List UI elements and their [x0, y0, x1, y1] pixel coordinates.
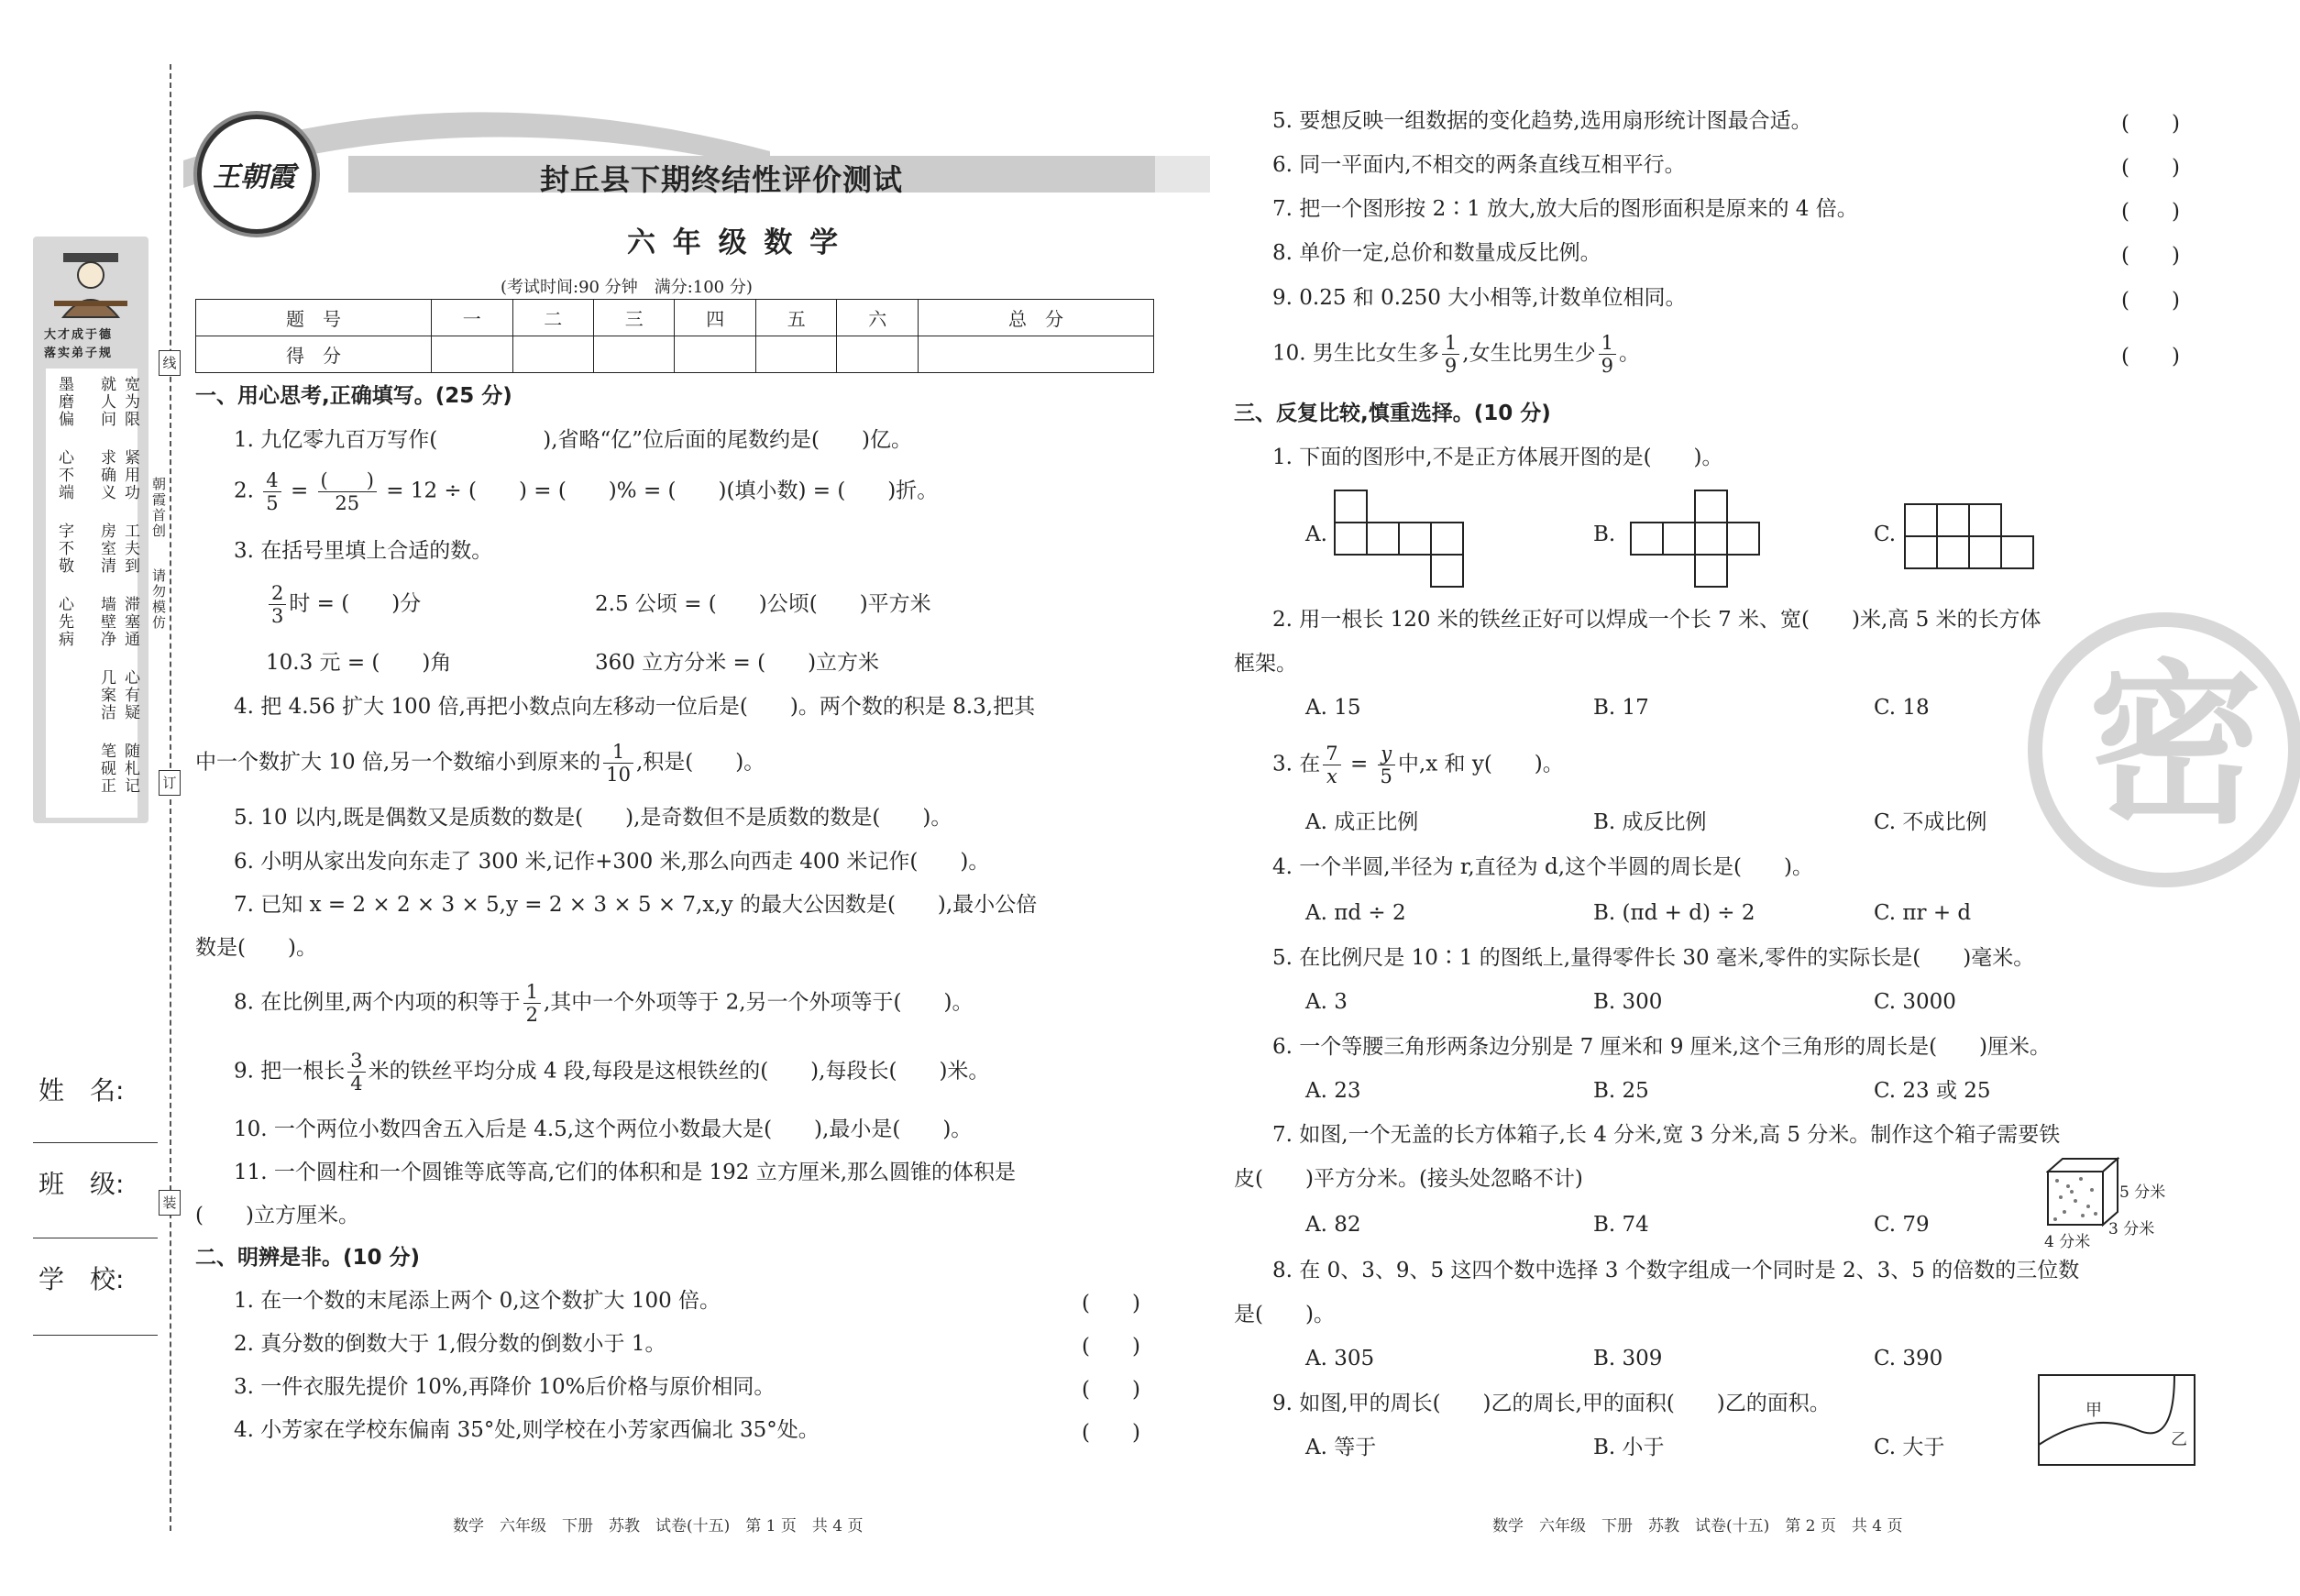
s3-q7-line2: 皮( )平方分米。(接头处忽略不计): [1234, 1167, 1583, 1191]
seal-box-2: 订: [159, 770, 181, 796]
s3-q2-line2: 框架。: [1234, 652, 1297, 676]
score-header-total: 总 分: [918, 300, 1153, 336]
poem-col-13: 墨磨偏: [55, 376, 73, 428]
footer-left: 数学 六年级 下册 苏教 试卷(十五) 第 1 页 共 4 页: [453, 1517, 864, 1535]
poem-col-5: 心有疑: [121, 669, 139, 721]
region-yi-label: 乙: [2171, 1430, 2187, 1449]
s3-q3: 3. 在 $\frac{7}{x}$ = $\frac{y}{5}$ 中,x 和 y( )。: [1272, 743, 1564, 787]
s1-q2: 2. $\frac{4}{5}$ = $\frac{( )}{25}$ = 12 ÷ ( ) = ( )% = ( )(填小数) = ( )折。: [234, 469, 939, 514]
score-row-label: 得 分: [196, 336, 432, 373]
s3-q2-line1: 2. 用一根长 120 米的铁丝正好可以焊成一个长 7 米、宽( )米,高 5 米的长方体: [1272, 608, 2041, 632]
poem-col-4: 滞塞通: [121, 596, 139, 648]
name-field[interactable]: [33, 1142, 158, 1143]
s2-item-5: 5. 要想反映一组数据的变化趋势,选用扇形统计图最合适。: [1272, 109, 1812, 133]
poem-col-7: 就人问: [97, 376, 116, 428]
footer-right: 数学 六年级 下册 苏教 试卷(十五) 第 2 页 共 4 页: [1492, 1517, 1903, 1535]
score-header-3: 三: [594, 300, 675, 336]
exam-subtitle: 六 年 级 数 学: [627, 226, 842, 259]
s3-q2-opt-b[interactable]: B. 17: [1593, 696, 1649, 720]
cube-net-b: [1629, 489, 1776, 589]
s1-q3-a: $\frac{2}{3}$ 时 = ( )分: [266, 582, 421, 627]
section3-heading: 三、反复比较,慎重选择。(10 分): [1234, 402, 1551, 425]
s2-item-6: 6. 同一平面内,不相交的两条直线互相平行。: [1272, 153, 1686, 177]
s3-q4: 4. 一个半圆,半径为 r,直径为 d,这个半圆的周长是( )。: [1272, 855, 1813, 879]
s3-q3-opt-b[interactable]: B. 成反比例: [1593, 810, 1707, 834]
s2-item-3: 3. 一件衣服先提价 10%,再降价 10%后价格与原价相同。: [234, 1375, 776, 1399]
score-cell-5[interactable]: [755, 336, 836, 373]
school-label: 学 校:: [39, 1264, 125, 1294]
cube-net-c: [1903, 502, 2041, 576]
brand-vertical-1: 朝霞首创: [150, 477, 167, 539]
s1-q8-frac: $\frac{1}{2}$: [523, 981, 541, 1026]
score-cell-1[interactable]: [432, 336, 512, 373]
exam-title: 封丘县下期终结性评价测试: [540, 162, 904, 197]
s1-q4-line1: 4. 把 4.56 扩大 100 倍,再把小数点向左移动一位后是( )。两个数的积是 8.3,把其: [234, 695, 1036, 719]
score-header-6: 六: [837, 300, 918, 336]
s3-q1-opt-a[interactable]: A.: [1305, 523, 1327, 546]
s1-q5: 5. 10 以内,既是偶数又是质数的数是( ),是奇数但不是质数的数是( )。: [234, 806, 952, 830]
s2-item-7: 7. 把一个图形按 2∶1 放大,放大后的图形面积是原来的 4 倍。: [1272, 197, 1858, 221]
s2-answer-1[interactable]: ( ): [1082, 1292, 1140, 1315]
score-cell-3[interactable]: [594, 336, 675, 373]
poem-col-14: 心不端: [55, 449, 73, 501]
s2-item-4: 4. 小芳家在学校东偏南 35°处,则学校在小芳家西偏北 35°处。: [234, 1418, 820, 1442]
logo-text: 王朝霞: [213, 161, 295, 193]
s1-q9: 9. 把一根长 $\frac{3}{4}$ 米的铁丝平均分成 4 段,每段是这根铁丝的( ),每段长( )米。: [234, 1050, 990, 1095]
s3-q8-line2: 是( )。: [1234, 1303, 1335, 1326]
s3-q8-opt-c[interactable]: C. 390: [1874, 1347, 1943, 1370]
score-header-4: 四: [675, 300, 755, 336]
section1-heading: 一、用心思考,正确填写。(25 分): [195, 384, 512, 408]
s1-q8: 8. 在比例里,两个内项的积等于 $\frac{1}{2}$ ,其中一个外项等于 2,另一个外项等于( )。: [234, 981, 974, 1026]
s3-q9: 9. 如图,甲的周长( )乙的周长,甲的面积( )乙的面积。: [1272, 1392, 1831, 1415]
box-width-label: 3 分米: [2108, 1220, 2155, 1238]
s3-q6-opt-c[interactable]: C. 23 或 25: [1874, 1079, 1991, 1103]
s3-q3-frac2: $\frac{y}{5}$: [1378, 743, 1395, 787]
score-header-2: 二: [512, 300, 593, 336]
s3-q8-opt-a[interactable]: A. 305: [1305, 1347, 1375, 1370]
box-height-label: 5 分米: [2119, 1183, 2166, 1202]
s3-q2-opt-a[interactable]: A. 15: [1305, 696, 1361, 720]
s2-item-1: 1. 在一个数的末尾添上两个 0,这个数扩大 100 倍。: [234, 1289, 721, 1313]
s1-q11-line1: 11. 一个圆柱和一个圆锥等底等高,它们的体积和是 192 立方厘米,那么圆锥的体积是: [234, 1161, 1017, 1184]
seal-box-3: 装: [159, 1190, 181, 1216]
poem-col-16: 心先病: [55, 596, 73, 648]
s2-item-2: 2. 真分数的倒数大于 1,假分数的倒数小于 1。: [234, 1332, 666, 1356]
s3-q6: 6. 一个等腰三角形两条边分别是 7 厘米和 9 厘米,这个三角形的周长是( )厘米。: [1272, 1035, 2052, 1059]
exam-info: (考试时间:90 分钟 满分:100 分): [501, 278, 753, 297]
s3-q9-opt-c[interactable]: C. 大于: [1874, 1436, 1945, 1459]
cube-net-a: [1333, 489, 1480, 589]
class-label: 班 级:: [39, 1169, 125, 1199]
s1-q2-number: 2.: [234, 479, 254, 503]
score-cell-2[interactable]: [512, 336, 593, 373]
s3-q7-line1: 7. 如图,一个无盖的长方体箱子,长 4 分米,宽 3 分米,高 5 分米。制作这个箱子需要铁: [1272, 1123, 2061, 1147]
s3-q9-opt-b[interactable]: B. 小于: [1593, 1436, 1665, 1459]
poem-col-9: 房室清: [97, 523, 116, 575]
poem-col-11: 几案洁: [97, 669, 116, 721]
poem-col-3: 工夫到: [121, 523, 139, 575]
s2-answer-10[interactable]: ( ): [2121, 345, 2180, 369]
s1-q2-rest: = 12 ÷ ( ) = ( )% = ( )(填小数) = ( )折。: [386, 479, 939, 503]
s1-q11-line2: ( )立方厘米。: [195, 1204, 359, 1227]
s2-answer-2[interactable]: ( ): [1082, 1335, 1140, 1359]
s2-q10-frac1: $\frac{1}{9}$: [1442, 332, 1459, 377]
s3-q8-line1: 8. 在 0、3、9、5 这四个数中选择 3 个数字组成一个同时是 2、3、5 的倍数的三位数: [1272, 1259, 2080, 1282]
s1-q2-frac2: $\frac{( )}{25}$: [318, 469, 377, 514]
poem-col-15: 字不敬: [55, 523, 73, 575]
s3-q5-opt-a[interactable]: A. 3: [1305, 990, 1348, 1014]
s1-q3: 3. 在括号里填上合适的数。: [234, 539, 493, 563]
s3-q3-opt-a[interactable]: A. 成正比例: [1305, 810, 1419, 834]
brand-vertical-2: 请勿模仿: [150, 568, 167, 631]
motto-line-2: 落实弟子规: [44, 347, 114, 360]
secret-stamp-char: 密: [2088, 644, 2263, 847]
s3-q7-opt-b[interactable]: B. 74: [1593, 1213, 1649, 1237]
box-length-label: 4 分米: [2044, 1233, 2091, 1251]
s3-q4-opt-c[interactable]: C. πr + d: [1874, 901, 1972, 925]
score-header-5: 五: [755, 300, 836, 336]
s3-q4-opt-a[interactable]: A. πd ÷ 2: [1305, 901, 1406, 925]
s1-q3-d: 360 立方分米 = ( )立方米: [595, 651, 880, 675]
poem-col-10: 墙壁净: [97, 596, 116, 648]
seal-box-1: 线: [159, 350, 181, 376]
s3-q1-opt-b[interactable]: B.: [1593, 523, 1616, 546]
poem-col-8: 求确义: [97, 449, 116, 501]
s3-q9-opt-a[interactable]: A. 等于: [1305, 1436, 1377, 1459]
s3-q4-opt-b[interactable]: B. (πd + d) ÷ 2: [1593, 901, 1755, 925]
motto-line-1: 大才成于德: [44, 328, 114, 342]
s3-q8-opt-b[interactable]: B. 309: [1593, 1347, 1663, 1370]
poem-col-12: 笔砚正: [97, 743, 116, 795]
s3-q6-opt-a[interactable]: A. 23: [1305, 1079, 1361, 1103]
score-table: [195, 299, 1154, 373]
s3-q7-opt-c[interactable]: C. 79: [1874, 1213, 1930, 1237]
s3-q5-opt-b[interactable]: B. 300: [1593, 990, 1663, 1014]
s3-q1: 1. 下面的图形中,不是正方体展开图的是( )。: [1272, 446, 1723, 469]
s3-q5: 5. 在比例尺是 10∶1 的图纸上,量得零件长 30 毫米,零件的实际长是( )毫米。: [1272, 946, 2035, 970]
s3-q7-opt-a[interactable]: A. 82: [1305, 1213, 1361, 1237]
score-header-label: 题 号: [196, 300, 432, 336]
s2-answer-8[interactable]: ( ): [2121, 244, 2180, 268]
s3-q6-opt-b[interactable]: B. 25: [1593, 1079, 1649, 1103]
region-figure: [2037, 1373, 2198, 1469]
s2-q10-frac2: $\frac{1}{9}$: [1599, 332, 1616, 377]
s2-answer-7[interactable]: ( ): [2121, 200, 2180, 224]
s2-item-8: 8. 单价一定,总价和数量成反比例。: [1272, 241, 1601, 265]
s1-q1: 1. 九亿零九百万写作( ),省略“亿”位后面的尾数约是( )亿。: [234, 428, 912, 452]
s3-q3-frac1: $\frac{7}{x}$: [1323, 743, 1340, 787]
region-jia-label: 甲: [2085, 1401, 2102, 1420]
section2-heading: 二、明辨是非。(10 分): [195, 1246, 421, 1270]
score-cell-total[interactable]: [918, 336, 1153, 373]
s3-q1-opt-c[interactable]: C.: [1874, 523, 1897, 546]
score-cell-6[interactable]: [837, 336, 918, 373]
sidebar-motto-panel: [33, 237, 149, 823]
s2-answer-4[interactable]: ( ): [1082, 1421, 1140, 1445]
binding-dashed-line: [170, 64, 171, 1531]
poem-col-6: 随札记: [121, 743, 139, 795]
s1-q6: 6. 小明从家出发向东走了 300 米,记作+300 米,那么向西走 400 米记作( )。: [234, 850, 990, 874]
s3-q2-opt-c[interactable]: C. 18: [1874, 696, 1930, 720]
s1-q4-line2: 中一个数扩大 10 倍,另一个数缩小到原来的 $\frac{1}{10}$ ,积是( )。: [195, 741, 765, 786]
s2-answer-3[interactable]: ( ): [1082, 1378, 1140, 1402]
school-field[interactable]: [33, 1335, 158, 1336]
poem-col-2: 紧用功: [121, 449, 139, 501]
s1-q7-line2: 数是( )。: [195, 936, 317, 960]
s1-q3-a-frac: $\frac{2}{3}$: [269, 582, 286, 627]
s1-q9-frac: $\frac{3}{4}$: [347, 1050, 365, 1095]
s1-q4-frac: $\frac{1}{10}$: [603, 741, 633, 786]
scholar-figure-icon: [45, 246, 137, 319]
s1-q3-c: 10.3 元 = ( )角: [266, 651, 452, 675]
name-label: 姓 名:: [39, 1075, 125, 1106]
s3-q3-opt-c[interactable]: C. 不成比例: [1874, 810, 1987, 834]
score-cell-4[interactable]: [675, 336, 755, 373]
s2-answer-9[interactable]: ( ): [2121, 289, 2180, 313]
s1-q7-line1: 7. 已知 x = 2 × 2 × 3 × 5,y = 2 × 3 × 5 × 7,x,y 的最大公因数是( ),最小公倍: [234, 893, 1038, 917]
s1-q10: 10. 一个两位小数四舍五入后是 4.5,这个两位小数最大是( ),最小是( )。: [234, 1117, 973, 1141]
score-header-1: 一: [432, 300, 512, 336]
s2-item-9: 9. 0.25 和 0.250 大小相等,计数单位相同。: [1272, 286, 1687, 310]
s1-q2-frac1: $\frac{4}{5}$: [263, 469, 281, 514]
s2-answer-6[interactable]: ( ): [2121, 156, 2180, 180]
s3-q5-opt-c[interactable]: C. 3000: [1874, 990, 1956, 1014]
poem-col-1: 宽为限: [121, 376, 139, 428]
s2-item-10: 10. 男生比女生多 $\frac{1}{9}$ ,女生比男生少 $\frac{1}{9}$ 。: [1272, 332, 1640, 377]
s1-q3-b: 2.5 公顷 = ( )公顷( )平方米: [595, 592, 931, 616]
s2-answer-5[interactable]: ( ): [2121, 112, 2180, 136]
